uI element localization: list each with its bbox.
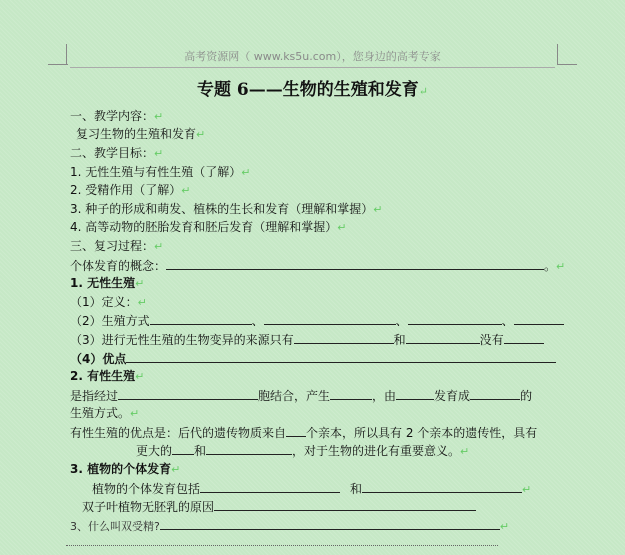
text: 和 xyxy=(393,333,406,347)
concept-line xyxy=(70,257,565,275)
text: 三、复习过程： xyxy=(70,239,155,253)
answer-line[interactable] xyxy=(66,545,498,546)
text: 3. 植物的个体发育 xyxy=(70,462,172,476)
paragraph-mark: ↵ xyxy=(154,240,164,253)
text: 、 xyxy=(501,314,514,328)
plant-line xyxy=(92,480,531,498)
text: 1. 无性生殖与有性生殖（了解） xyxy=(70,165,242,179)
paragraph-mark: ↵ xyxy=(154,147,164,160)
header-text: 高考资源网（ www.ks5u.com），您身边的高考专家 xyxy=(184,50,441,63)
paragraph-mark: ↵ xyxy=(241,166,251,179)
crop-mark xyxy=(48,64,68,65)
section-2-heading xyxy=(70,145,163,162)
blank[interactable] xyxy=(150,312,252,325)
paragraph-mark: ↵ xyxy=(556,260,566,273)
text: 生殖方式。 xyxy=(70,406,131,420)
paragraph-mark: ↵ xyxy=(460,445,470,458)
question-3-line xyxy=(70,517,509,535)
text: 的 xyxy=(520,389,533,403)
text: 更大的 xyxy=(136,444,173,458)
text: 有性生殖的优点是：后代的遗传物质来自 xyxy=(70,426,287,440)
document-title xyxy=(0,75,625,100)
paragraph-mark: ↵ xyxy=(137,296,147,309)
paragraph-mark: ↵ xyxy=(418,85,428,98)
text: ，由 xyxy=(372,389,397,403)
blank[interactable] xyxy=(396,387,434,400)
text: 胞结合，产生 xyxy=(258,389,331,403)
paragraph-mark: ↵ xyxy=(135,277,145,290)
blank[interactable] xyxy=(264,312,396,325)
asexual-heading xyxy=(70,275,144,292)
text: 3. 种子的形成和萌发、植株的生长和发育（理解和掌握） xyxy=(70,202,374,216)
text: 一、教学内容： xyxy=(70,109,155,123)
blank[interactable] xyxy=(406,331,480,344)
advantage-line xyxy=(70,350,556,367)
section-3-heading xyxy=(70,238,163,255)
blank[interactable] xyxy=(166,257,544,270)
text: 2. 受精作用（了解） xyxy=(70,183,182,197)
text: 发育成 xyxy=(434,389,471,403)
text: 复习生物的生殖和发育 xyxy=(76,127,197,141)
paragraph-mark: ↵ xyxy=(337,221,347,234)
method-line xyxy=(70,312,564,329)
blank[interactable] xyxy=(514,312,564,325)
text: 二、教学目标： xyxy=(70,146,155,160)
text: ，对于生物的进化有重要意义。 xyxy=(292,444,461,458)
text: （4）优点 xyxy=(70,352,127,366)
text: 3、什么叫双受精? xyxy=(70,520,160,533)
text: 个亲本，所以具有 2 个亲本的遗传性，具有 xyxy=(306,426,538,440)
blank[interactable] xyxy=(172,442,194,455)
sexual-heading xyxy=(70,368,144,385)
text: 。 xyxy=(544,259,557,273)
paragraph-mark: ↵ xyxy=(196,128,206,141)
definition-line xyxy=(70,294,147,311)
title-text: 专题 6——生物的生殖和发育 xyxy=(197,80,419,100)
blank[interactable] xyxy=(504,331,544,344)
text: 双子叶植物无胚乳的原因 xyxy=(82,500,215,514)
blank[interactable] xyxy=(200,480,340,493)
blank[interactable] xyxy=(214,498,476,511)
paragraph-mark: ↵ xyxy=(373,203,383,216)
text: （1）定义： xyxy=(70,295,138,309)
goal-item xyxy=(70,219,346,236)
text: 和 xyxy=(350,482,363,496)
text: （3）进行无性生殖的生物变异的来源只有 xyxy=(70,333,294,347)
blank[interactable] xyxy=(118,387,258,400)
text: 是指经过 xyxy=(70,389,119,403)
sexual-definition-end xyxy=(70,405,139,422)
text: 、 xyxy=(395,314,408,328)
paragraph-mark: ↵ xyxy=(171,463,181,476)
text: 个体发育的概念： xyxy=(70,259,167,273)
paragraph-mark: ↵ xyxy=(130,407,140,420)
text: 2. 有性生殖 xyxy=(70,369,136,383)
variation-line xyxy=(70,331,544,348)
header-rule xyxy=(70,67,555,68)
text: 、 xyxy=(251,314,264,328)
blank[interactable] xyxy=(294,331,394,344)
blank[interactable] xyxy=(330,387,372,400)
sexual-definition-line xyxy=(70,387,532,404)
blank[interactable] xyxy=(362,480,522,493)
dicot-line xyxy=(82,498,476,515)
blank[interactable] xyxy=(408,312,502,325)
section-1-text xyxy=(76,126,205,143)
text: 没有 xyxy=(479,333,504,347)
crop-mark xyxy=(557,64,577,65)
text: 和 xyxy=(194,444,207,458)
text: （2）生殖方式 xyxy=(70,314,150,328)
blank[interactable] xyxy=(126,350,556,363)
blank[interactable] xyxy=(160,517,500,530)
goal-item xyxy=(70,164,250,181)
paragraph-mark: ↵ xyxy=(181,184,191,197)
paragraph-mark: ↵ xyxy=(522,483,532,496)
goal-item xyxy=(70,182,190,199)
blank[interactable] xyxy=(206,442,292,455)
merit-line-2 xyxy=(136,442,469,460)
section-1-heading xyxy=(70,108,163,125)
paragraph-mark: ↵ xyxy=(499,520,510,533)
paragraph-mark: ↵ xyxy=(135,370,145,383)
goal-item xyxy=(70,201,383,218)
page-header xyxy=(0,48,625,64)
text: 4. 高等动物的胚胎发育和胚后发育（理解和掌握） xyxy=(70,220,338,234)
text: 植物的个体发育包括 xyxy=(92,482,201,496)
merit-line xyxy=(70,424,537,441)
blank[interactable] xyxy=(470,387,520,400)
paragraph-mark: ↵ xyxy=(154,110,164,123)
blank[interactable] xyxy=(286,424,306,437)
plant-heading xyxy=(70,461,180,478)
text: 1. 无性生殖 xyxy=(70,276,136,290)
